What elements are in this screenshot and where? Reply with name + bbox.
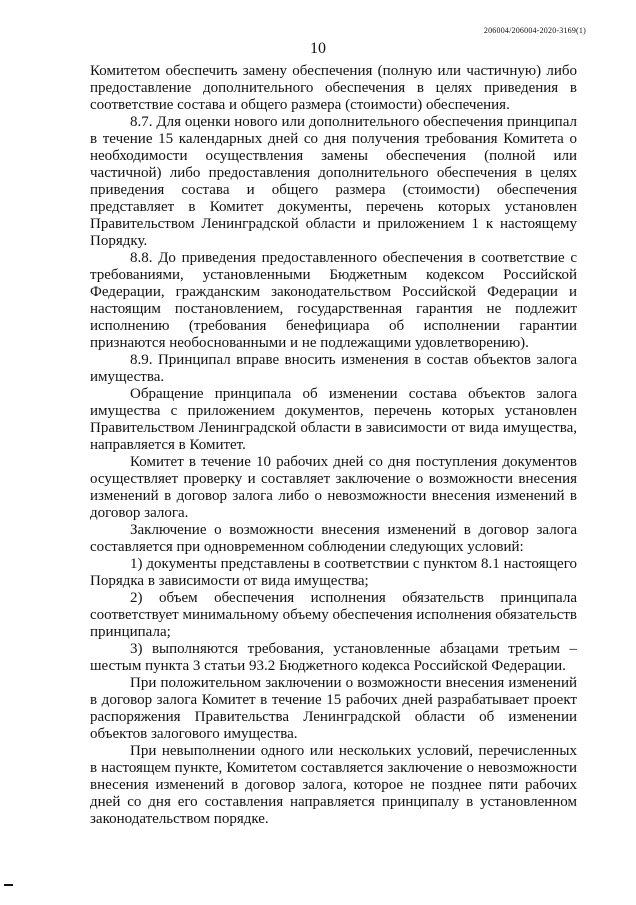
condition-item-2: 2) объем обеспечения исполнения обязательств принципала соответствует минимальному объему обеспечения исполнения обязательств принципала; (90, 590, 577, 640)
condition-item-3: 3) выполняются требования, установленные абзацами третьим – шестым пункта 3 статьи 93.2 Бюджетного кодекса Российской Федерации. (90, 641, 577, 674)
paragraph-request: Обращение принципала об изменении состава объектов залога имущества с приложением документов, перечень которых установлен Правительством Ленинградской области в зависимости от вида имущества, направляется в Комитет. (90, 386, 577, 453)
paragraph-8-9: 8.9. Принципал вправе вносить изменения в состав объектов залога имущества. (90, 352, 577, 385)
document-body (90, 63, 577, 828)
scan-edge-mark (4, 884, 13, 886)
document-id: 206004/206004-2020-3169(1) (483, 26, 586, 35)
paragraph-positive-conclusion: При положительном заключении о возможности внесения изменений в договор залога Комитет в течение 15 рабочих дней разрабатывает проект распоряжения Правительства Ленинградской области об изменении объектов залогового имущества. (90, 675, 577, 742)
page-number: 10 (310, 40, 326, 57)
paragraph-review: Комитет в течение 10 рабочих дней со дня поступления документов осуществляет проверку и составляет заключение о возможности внесения изменений в договор залога либо о невозможности внесения изменений в договор залога. (90, 454, 577, 521)
paragraph-8-8: 8.8. До приведения предоставленного обеспечения в соответствие с требованиями, установленными Бюджетным кодексом Российской Федерации, гражданским законодательством Российской Федерации и настоящим постановлением, государственная гарантия не подлежит исполнению (требования бенефициара об исполнении гарантии признаются необоснованными и не подлежащими удовлетворению). (90, 250, 577, 351)
condition-item-1: 1) документы представлены в соответствии с пунктом 8.1 настоящего Порядка в зависимости от вида имущества; (90, 556, 577, 589)
paragraph-negative-conclusion: При невыполнении одного или нескольких условий, перечисленных в настоящем пункте, Комитетом составляется заключение о невозможности внесения изменений в договор залога, которое не позднее пяти рабочих дней со дня его составления направляется принципалу в установленном законодательством порядке. (90, 743, 577, 827)
paragraph-conditions-intro: Заключение о возможности внесения изменений в договор залога составляется при одновременном соблюдении следующих условий: (90, 522, 577, 555)
paragraph-8-7: 8.7. Для оценки нового или дополнительного обеспечения принципал в течение 15 календарных дней со дня получения требования Комитета о необходимости осуществления замены обеспечения (полной или частичной) либо предоставления дополнительного обеспечения в целях приведения состава и общего размера (стоимости) обеспечения представляет в Комитет документы, перечень которых установлен Правительством Ленинградской области и приложением 1 к настоящему Порядку. (90, 114, 577, 249)
paragraph-continuation: Комитетом обеспечить замену обеспечения (полную или частичную) либо предоставление дополнительного обеспечения в целях приведения в соответствие состава и общего размера (стоимости) обеспечения. (90, 63, 577, 113)
